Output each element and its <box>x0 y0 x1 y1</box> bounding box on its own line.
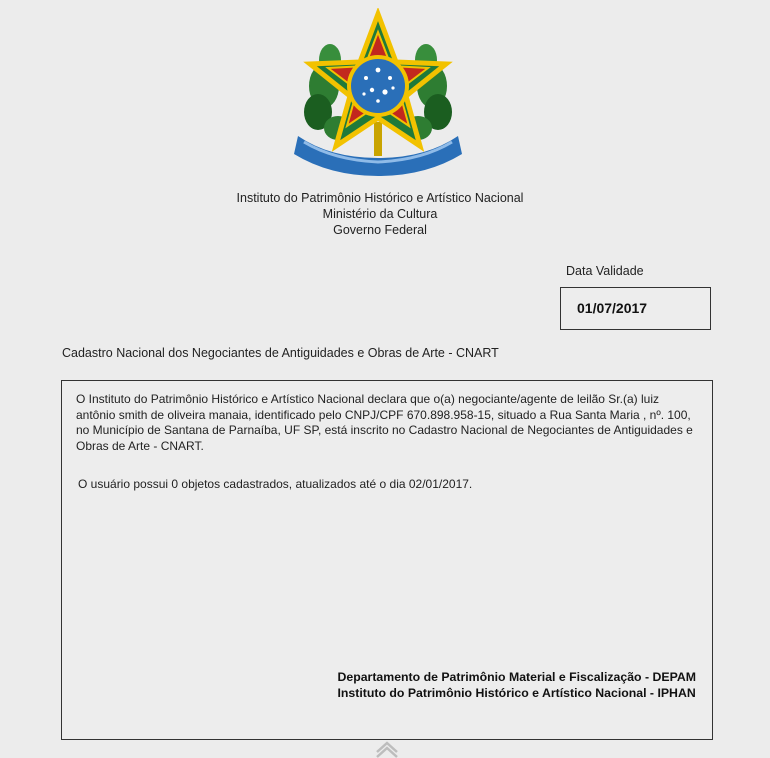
institute-signature: Instituto do Patrimônio Histórico e Artístico Nacional - IPHAN <box>337 686 696 700</box>
objects-count-text: O usuário possui 0 objetos cadastrados, atualizados até o dia 02/01/2017. <box>78 477 473 491</box>
validity-label: Data Validade <box>566 264 644 278</box>
validity-box <box>560 287 711 330</box>
institution-name: Instituto do Patrimônio Histórico e Artístico Nacional <box>236 191 524 205</box>
emblem-sword <box>374 122 382 156</box>
declaration-box <box>61 380 713 740</box>
declaration-text: O Instituto do Patrimônio Histórico e Artístico Nacional declara que o(a) negociante/agente de leilão Sr.(a) luiz antônio smith de oliveira manaia, identificado pelo CNPJ/CPF 670.898.958-15, situado a Rua Santa Maria , nº. 100, no Município de Santana de Parnaíba, UF SP, está inscrito no Cadastro Nacional de Negociantes de Antiguidades e Obras de Arte - CNART. <box>76 392 693 453</box>
department-signature: Departamento de Patrimônio Material e Fiscalização - DEPAM <box>337 670 696 684</box>
chevron-up-icon[interactable] <box>373 738 401 758</box>
coat-of-arms-emblem <box>290 8 466 180</box>
institution-header <box>150 190 610 238</box>
ministry-name: Ministério da Cultura <box>322 207 438 221</box>
government-name: Governo Federal <box>333 223 427 237</box>
signature-block <box>337 669 696 701</box>
document-title: Cadastro Nacional dos Negociantes de Antiguidades e Obras de Arte - CNART <box>62 346 499 360</box>
validity-date: 01/07/2017 <box>577 300 648 316</box>
